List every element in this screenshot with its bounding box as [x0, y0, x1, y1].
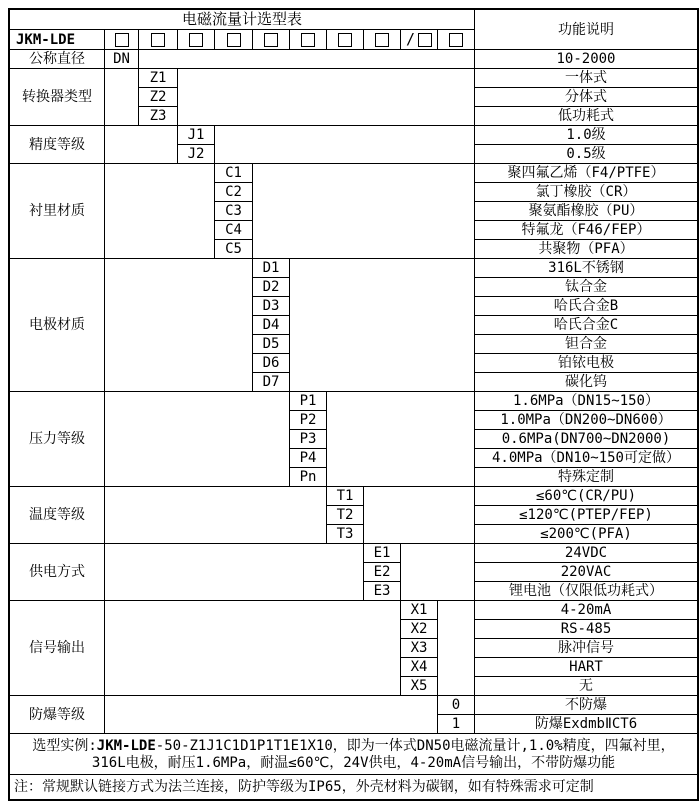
model-code-checkbox[interactable]	[178, 30, 215, 50]
description-cell: ≤120℃(PTEP/FEP)	[475, 506, 697, 525]
checkbox-icon	[338, 33, 352, 47]
code-cell: P4	[290, 449, 327, 468]
empty-span-left	[105, 487, 327, 544]
code-cell: T1	[327, 487, 364, 506]
empty-span-right	[215, 126, 475, 164]
description-cell: 共聚物（PFA）	[475, 240, 697, 259]
example-line-1	[32, 739, 674, 753]
category-label: 温度等级	[10, 487, 105, 544]
category-label: 公称直径	[10, 50, 105, 69]
description-cell: 316L不锈钢	[475, 259, 697, 278]
table-title: 电磁流量计选型表	[10, 10, 475, 30]
code-cell: C1	[215, 164, 253, 183]
checkbox-icon	[375, 33, 389, 47]
description-cell: 1.6MPa（DN15~150）	[475, 392, 697, 411]
description-cell: 1.0MPa（DN200~DN600）	[475, 411, 697, 430]
code-cell: D6	[253, 354, 290, 373]
note-row: 注：常规默认链接方式为法兰连接，防护等级为IP65，外壳材料为碳钢，如有特殊需求可定制	[14, 779, 594, 795]
description-cell: 特殊定制	[475, 468, 697, 487]
description-cell: 4-20mA	[475, 601, 697, 620]
code-cell: P2	[290, 411, 327, 430]
code-cell: Z1	[139, 69, 178, 88]
code-cell: D7	[253, 373, 290, 392]
empty-span-right	[253, 164, 475, 259]
empty-span-right	[401, 544, 475, 601]
description-cell: 哈氏合金B	[475, 297, 697, 316]
selection-table	[8, 8, 699, 801]
description-cell: 氯丁橡胶（CR）	[475, 183, 697, 202]
empty-span-left	[105, 126, 178, 164]
function-column-header: 功能说明	[475, 10, 697, 50]
description-cell: 低功耗式	[475, 107, 697, 126]
code-cell: Z3	[139, 107, 178, 126]
category-label: 压力等级	[10, 392, 105, 487]
code-cell: X2	[401, 620, 438, 639]
code-cell: 0	[438, 696, 475, 715]
code-cell: E3	[364, 582, 401, 601]
code-cell: DN	[105, 50, 139, 69]
description-cell: 0.6MPa(DN700~DN2000)	[475, 430, 697, 449]
empty-span-right	[290, 259, 475, 392]
example-label: 选型实例:	[32, 737, 97, 754]
code-cell: 1	[438, 715, 475, 734]
checkbox-icon	[264, 33, 278, 47]
description-cell: 钽合金	[475, 335, 697, 354]
code-cell: D4	[253, 316, 290, 335]
code-cell: X4	[401, 658, 438, 677]
code-cell: Pn	[290, 468, 327, 487]
description-cell: 哈氏合金C	[475, 316, 697, 335]
description-cell: 分体式	[475, 88, 697, 107]
model-code-checkbox[interactable]	[290, 30, 327, 50]
empty-span-left	[105, 696, 438, 734]
empty-span-right	[438, 601, 475, 696]
code-cell: C5	[215, 240, 253, 259]
slash-separator: /	[405, 30, 416, 48]
description-cell: 不防爆	[475, 696, 697, 715]
code-cell: X1	[401, 601, 438, 620]
code-cell: X5	[401, 677, 438, 696]
model-code-checkbox[interactable]	[438, 30, 475, 50]
description-cell: 聚氨酯橡胶（PU）	[475, 202, 697, 221]
description-cell: 锂电池（仅限低功耗式）	[475, 582, 697, 601]
model-code-checkbox[interactable]	[327, 30, 364, 50]
code-cell: P3	[290, 430, 327, 449]
code-cell: X3	[401, 639, 438, 658]
example-line-2: 316L电极，耐压1.6MPa，耐温≤60℃，24V供电，4-20mA信号输出，不带防爆功能	[91, 754, 616, 771]
description-cell: 0.5级	[475, 145, 697, 164]
category-label: 信号输出	[10, 601, 105, 696]
empty-span-right	[139, 50, 475, 69]
code-cell: C2	[215, 183, 253, 202]
empty-span-left	[105, 259, 253, 392]
example-row	[10, 734, 697, 775]
code-cell: Z2	[139, 88, 178, 107]
empty-span-left	[105, 69, 139, 126]
code-cell: C4	[215, 221, 253, 240]
model-code-checkbox[interactable]	[253, 30, 290, 50]
model-code-checkbox[interactable]	[401, 30, 438, 50]
description-cell: 碳化钨	[475, 373, 697, 392]
description-cell: 无	[475, 677, 697, 696]
description-cell: 聚四氟乙烯（F4/PTFE）	[475, 164, 697, 183]
model-code-checkbox[interactable]	[139, 30, 178, 50]
model-code-checkbox[interactable]	[364, 30, 401, 50]
category-label: 衬里材质	[10, 164, 105, 259]
empty-span-left	[105, 392, 290, 487]
code-cell: D3	[253, 297, 290, 316]
description-cell: HART	[475, 658, 697, 677]
code-cell: D2	[253, 278, 290, 297]
code-cell: E2	[364, 563, 401, 582]
code-cell: T3	[327, 525, 364, 544]
description-cell: 220VAC	[475, 563, 697, 582]
description-cell: 脉冲信号	[475, 639, 697, 658]
model-prefix: JKM-LDE	[10, 30, 105, 50]
empty-span-right	[178, 69, 475, 126]
description-cell: 防爆ExdmbⅡCT6	[475, 715, 697, 734]
description-cell: ≤60℃(CR/PU)	[475, 487, 697, 506]
empty-span-right	[327, 392, 475, 487]
checkbox-icon	[227, 33, 241, 47]
description-cell: 1.0级	[475, 126, 697, 145]
description-cell: RS-485	[475, 620, 697, 639]
description-cell: 一体式	[475, 69, 697, 88]
description-cell: 4.0MPa（DN10~150可定做）	[475, 449, 697, 468]
example-code-rest: -50-Z1J1C1D1P1T1E1X10，即为一体式DN50电磁流量计,1.0%精度，四氟衬里，	[155, 737, 675, 754]
example-model-code: JKM-LDE	[96, 737, 156, 754]
code-cell: P1	[290, 392, 327, 411]
checkbox-icon	[301, 33, 315, 47]
model-code-checkbox[interactable]	[215, 30, 253, 50]
description-cell: 10-2000	[475, 50, 697, 69]
code-cell: J2	[178, 145, 215, 164]
empty-span-left	[105, 544, 364, 601]
checkbox-icon	[418, 33, 432, 47]
code-cell: D1	[253, 259, 290, 278]
category-label: 转换器类型	[10, 69, 105, 126]
category-label: 电极材质	[10, 259, 105, 392]
description-cell: 铂铱电极	[475, 354, 697, 373]
empty-span-left	[105, 164, 215, 259]
code-cell: D5	[253, 335, 290, 354]
empty-span-right	[364, 487, 475, 544]
code-cell: E1	[364, 544, 401, 563]
code-cell: J1	[178, 126, 215, 145]
category-label: 供电方式	[10, 544, 105, 601]
category-label: 精度等级	[10, 126, 105, 164]
checkbox-icon	[115, 33, 129, 47]
description-cell: 24VDC	[475, 544, 697, 563]
checkbox-icon	[449, 33, 463, 47]
model-code-checkbox[interactable]	[105, 30, 139, 50]
empty-span-left	[105, 601, 401, 696]
checkbox-icon	[151, 33, 165, 47]
description-cell: 钛合金	[475, 278, 697, 297]
code-cell: C3	[215, 202, 253, 221]
checkbox-icon	[189, 33, 203, 47]
category-label: 防爆等级	[10, 696, 105, 734]
description-cell: ≤200℃(PFA)	[475, 525, 697, 544]
description-cell: 特氟龙（F46/FEP）	[475, 221, 697, 240]
code-cell: T2	[327, 506, 364, 525]
